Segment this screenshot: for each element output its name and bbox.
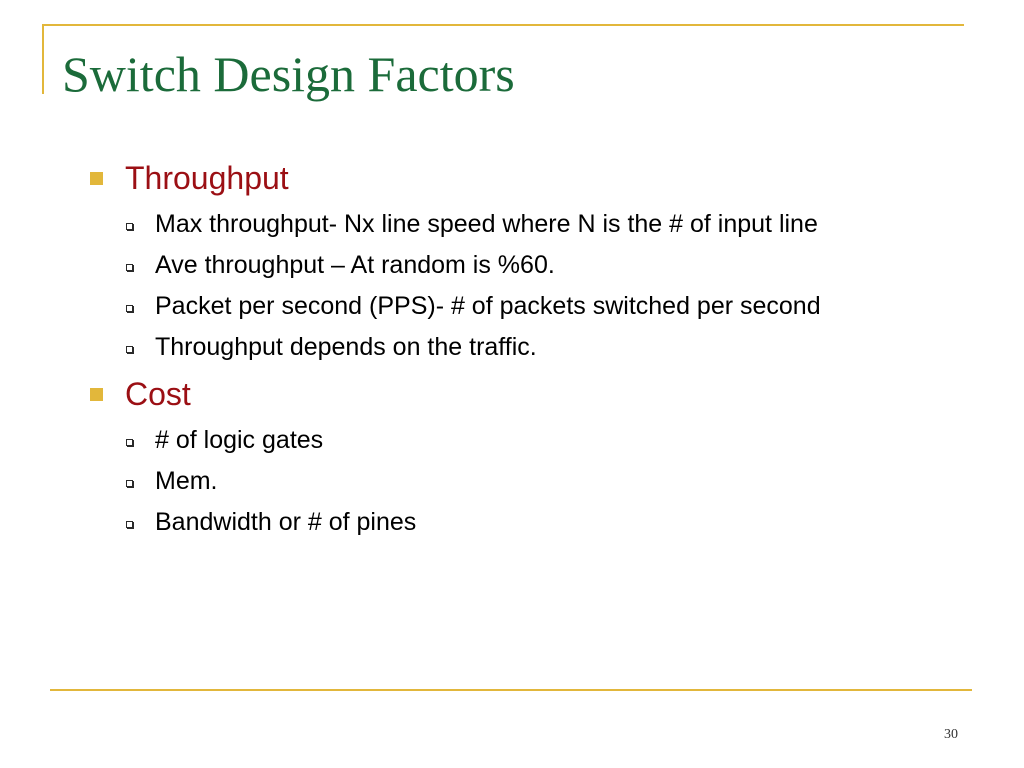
list-item [88, 286, 1008, 327]
hollow-square-bullet-icon [126, 305, 133, 312]
hollow-square-bullet-icon [126, 480, 133, 487]
section-heading-text: Throughput [125, 159, 289, 196]
list-item [88, 420, 1008, 461]
left-frame-line [42, 24, 44, 94]
slide-title: Switch Design Factors [62, 46, 515, 102]
page-number: 30 [944, 727, 958, 742]
list-item-text: Mem. [155, 467, 218, 495]
bottom-frame-line [50, 689, 972, 691]
section-heading-text: Cost [125, 375, 191, 412]
list-item [88, 327, 1008, 368]
list-item-text: Ave throughput – At random is %60. [155, 251, 555, 279]
list-item-text: Bandwidth or # of pines [155, 508, 417, 536]
list-item-text: Throughput depends on the traffic. [155, 333, 537, 361]
section-heading-cost [88, 368, 1008, 420]
list-item-text: Packet per second (PPS)- # of packets switched per second [155, 292, 821, 320]
slide-content [88, 152, 1008, 543]
section-heading-throughput [88, 152, 1008, 204]
list-item-text: Max throughput- Nx line speed where N is the # of input line [155, 210, 818, 238]
list-item [88, 245, 1008, 286]
hollow-square-bullet-icon [126, 223, 133, 230]
hollow-square-bullet-icon [126, 264, 133, 271]
square-bullet-icon [90, 172, 103, 185]
list-item-text: # of logic gates [155, 426, 324, 454]
hollow-square-bullet-icon [126, 521, 133, 528]
square-bullet-icon [90, 388, 103, 401]
list-item [88, 502, 1008, 543]
list-item [88, 461, 1008, 502]
hollow-square-bullet-icon [126, 439, 133, 446]
list-item [88, 204, 1008, 245]
top-frame-line [42, 24, 964, 26]
hollow-square-bullet-icon [126, 346, 133, 353]
